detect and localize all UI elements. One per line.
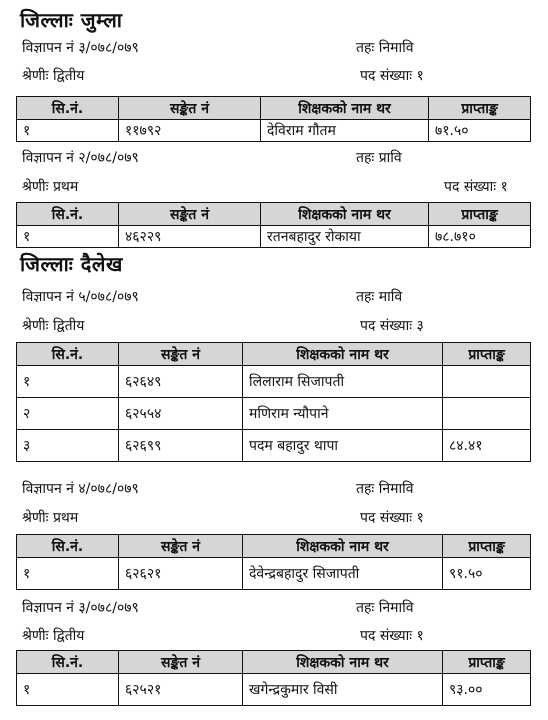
category-label: श्रेणीः: [22, 68, 49, 84]
cell-name: पदम बहादुर थापा: [243, 430, 443, 462]
cell-name: मणिराम न्यौपाने: [243, 398, 443, 430]
level-label: तहः: [356, 289, 375, 305]
notice-number: ३/०७८/०७९: [78, 600, 139, 616]
posts-value: १: [416, 510, 424, 526]
header-code: सङ्केत नं: [119, 535, 243, 558]
level-value: निमावि: [378, 481, 414, 497]
table-header-row: [17, 97, 531, 120]
notice-label: विज्ञापन नं: [22, 481, 74, 497]
category-line: [22, 508, 78, 527]
cell-sn: १: [17, 558, 119, 590]
posts-label: पद संख्याः: [444, 179, 497, 195]
table-header-row: [17, 651, 531, 674]
cell-sn: २: [17, 398, 119, 430]
category-line: [22, 66, 84, 85]
posts-value: १: [416, 68, 424, 84]
header-code: सङ्केत नं: [119, 97, 261, 120]
level-label: तहः: [356, 481, 375, 497]
cell-score: ९३.००: [443, 674, 531, 706]
table-row: [17, 398, 531, 430]
category-value: द्वितीय: [52, 318, 85, 334]
cell-code: ६२५५४: [119, 398, 243, 430]
category-label: श्रेणीः: [22, 628, 49, 644]
cell-name: लिलाराम सिजापती: [243, 366, 443, 398]
posts-line: [360, 508, 424, 527]
notice-line: [22, 287, 139, 306]
header-code: सङ्केत नं: [119, 203, 261, 226]
results-table: [16, 342, 531, 462]
level-value: निमावि: [378, 40, 414, 56]
results-table: [16, 534, 531, 590]
header-sn: सि.नं.: [17, 535, 119, 558]
cell-score: ८४.४१: [443, 430, 531, 462]
level-value: प्रावि: [378, 150, 402, 166]
cell-sn: १: [17, 120, 119, 142]
header-sn: सि.नं.: [17, 203, 119, 226]
posts-label: पद संख्याः: [360, 68, 413, 84]
posts-line: [360, 626, 424, 645]
posts-label: पद संख्याः: [360, 510, 413, 526]
district-heading: जिल्लाः दैलेख: [20, 252, 123, 276]
table-header-row: [17, 535, 531, 558]
posts-line: [444, 177, 508, 196]
header-code: सङ्केत नं: [119, 343, 243, 366]
cell-code: ६२६४९: [119, 366, 243, 398]
notice-label: विज्ञापन नं: [22, 150, 74, 166]
header-name: शिक्षकको नाम थर: [243, 535, 443, 558]
category-value: प्रथम: [52, 179, 79, 195]
cell-score: ७१.५०: [429, 120, 531, 142]
category-value: द्वितीय: [52, 628, 85, 644]
posts-value: १: [500, 179, 508, 195]
table-row: [17, 674, 531, 706]
category-line: [22, 177, 78, 196]
cell-score: ७८.७१०: [429, 226, 531, 248]
cell-name: देवेन्द्रबहादुर सिजापती: [243, 558, 443, 590]
category-label: श्रेणीः: [22, 179, 49, 195]
district-heading: जिल्लाः जुम्ला: [20, 8, 123, 32]
level-label: तहः: [356, 600, 375, 616]
header-score: प्राप्ताङ्क: [443, 651, 531, 674]
notice-line: [22, 148, 139, 167]
category-value: प्रथम: [52, 510, 79, 526]
header-score: प्राप्ताङ्क: [443, 535, 531, 558]
cell-code: ११७९२: [119, 120, 261, 142]
cell-sn: १: [17, 366, 119, 398]
header-name: शिक्षकको नाम थर: [261, 97, 429, 120]
posts-value: ३: [416, 318, 424, 334]
level-line: [356, 148, 402, 167]
results-table: [16, 202, 531, 248]
cell-code: ६२५२१: [119, 674, 243, 706]
category-label: श्रेणीः: [22, 318, 49, 334]
cell-score: [443, 398, 531, 430]
level-value: निमावि: [378, 600, 414, 616]
level-line: [356, 38, 414, 57]
results-table: [16, 650, 531, 706]
level-line: [356, 287, 402, 306]
cell-sn: १: [17, 674, 119, 706]
cell-name: देविराम गौतम: [261, 120, 429, 142]
table-row: [17, 120, 531, 142]
cell-score: [443, 366, 531, 398]
level-label: तहः: [356, 40, 375, 56]
cell-code: ६२६२१: [119, 558, 243, 590]
notice-line: [22, 38, 139, 57]
category-value: द्वितीय: [52, 68, 85, 84]
header-name: शिक्षकको नाम थर: [243, 343, 443, 366]
posts-label: पद संख्याः: [360, 318, 413, 334]
notice-number: ५/०७८/०७९: [78, 289, 139, 305]
notice-number: ३/०७८/०७९: [78, 40, 139, 56]
header-name: शिक्षकको नाम थर: [261, 203, 429, 226]
header-code: सङ्केत नं: [119, 651, 243, 674]
posts-line: [360, 316, 424, 335]
table-header-row: [17, 343, 531, 366]
category-line: [22, 626, 84, 645]
cell-code: ६२६९९: [119, 430, 243, 462]
posts-value: १: [416, 628, 424, 644]
cell-sn: ३: [17, 430, 119, 462]
level-line: [356, 598, 414, 617]
table-row: [17, 558, 531, 590]
header-sn: सि.नं.: [17, 651, 119, 674]
level-value: मावि: [378, 289, 403, 305]
header-score: प्राप्ताङ्क: [429, 97, 531, 120]
table-row: [17, 366, 531, 398]
header-sn: सि.नं.: [17, 97, 119, 120]
category-line: [22, 316, 84, 335]
level-label: तहः: [356, 150, 375, 166]
notice-label: विज्ञापन नं: [22, 40, 74, 56]
header-score: प्राप्ताङ्क: [443, 343, 531, 366]
table-row: [17, 430, 531, 462]
category-label: श्रेणीः: [22, 510, 49, 526]
notice-line: [22, 479, 139, 498]
cell-score: ९१.५०: [443, 558, 531, 590]
notice-line: [22, 598, 139, 617]
cell-code: ४६२२९: [119, 226, 261, 248]
header-name: शिक्षकको नाम थर: [243, 651, 443, 674]
results-table: [16, 96, 531, 142]
header-score: प्राप्ताङ्क: [429, 203, 531, 226]
notice-number: २/०७८/०७९: [78, 150, 139, 166]
table-header-row: [17, 203, 531, 226]
cell-name: रतनबहादुर रोकाया: [261, 226, 429, 248]
table-row: [17, 226, 531, 248]
cell-name: खगेन्द्रकुमार विसी: [243, 674, 443, 706]
notice-label: विज्ञापन नं: [22, 289, 74, 305]
posts-line: [360, 66, 424, 85]
notice-label: विज्ञापन नं: [22, 600, 74, 616]
cell-sn: १: [17, 226, 119, 248]
header-sn: सि.नं.: [17, 343, 119, 366]
posts-label: पद संख्याः: [360, 628, 413, 644]
level-line: [356, 479, 414, 498]
notice-number: ४/०७८/०७९: [78, 481, 139, 497]
